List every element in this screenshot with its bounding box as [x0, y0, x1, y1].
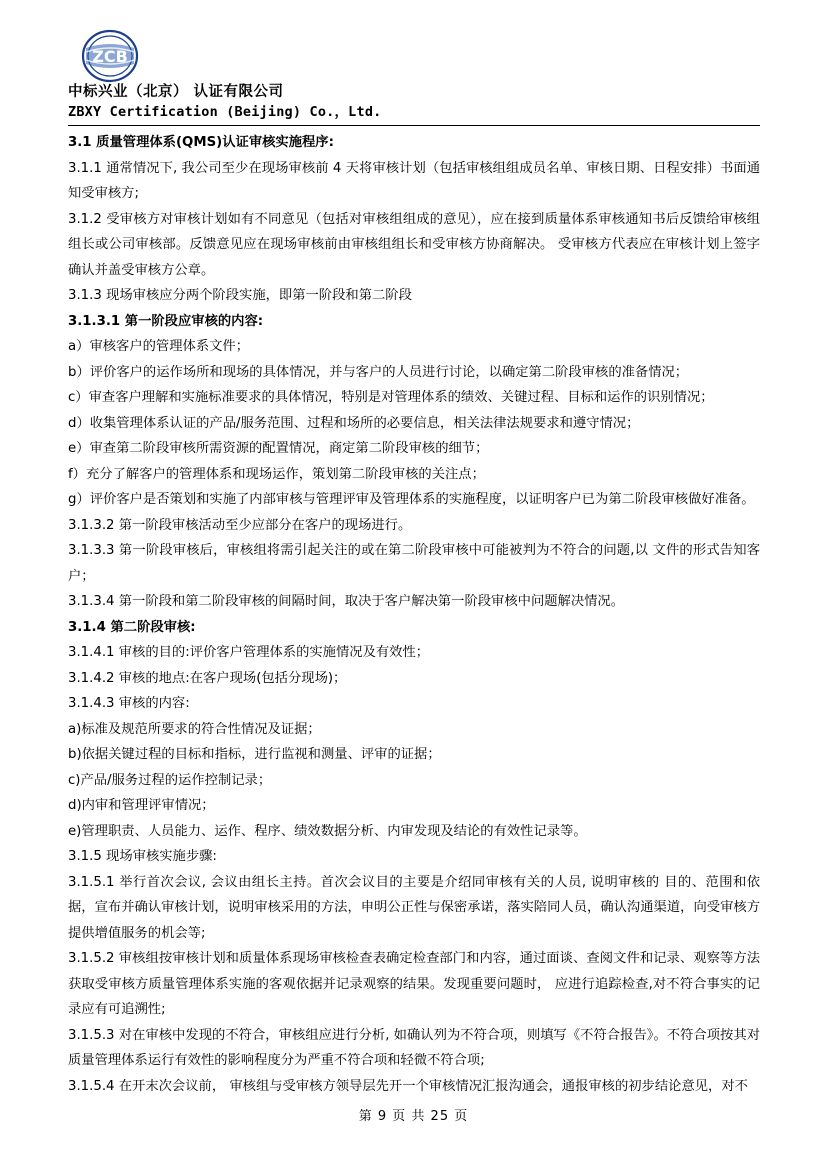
paragraph: a)标准及规范所要求的符合性情况及证据； [68, 721, 321, 737]
paragraph: d)内审和管理评审情况； [68, 798, 215, 813]
paragraph: c）审查客户理解和实施标准要求的具体情况，特别是对管理体系的绩效、关键过程、目标和运作的识别情况； [68, 390, 714, 405]
paragraph: d）收集管理体系认证的产品/服务范围、过程和场所的必要信息，相关法律法规要求和遵守情况； [68, 415, 640, 431]
paragraph: 3.1.2 受审核方对审核计划如有不同意见（包括对审核组组成的意见），应在接到质量体系审核通知书后反馈给审核组组长或公司审核部。反馈意见应在现场审核前由审核组组长和受审核方协商解决。 受审核方代表应在审核计划上签字确认并盖受审核方公章。 [68, 211, 760, 278]
paragraph: 3.1.5.3 对在审核中发现的不符合，审核组应进行分析, 如确认列为不符合项，则填写《不符合报告》。不符合项按其对质量管理体系运行有效性的影响程度分为严重不符合项和轻微不符合项; [68, 1027, 760, 1068]
paragraph: 3.1.5.2 审核组按审核计划和质量体系现场审核检查表确定检查部门和内容，通过面谈、查阅文件和记录、观察等方法获取受审核方质量管理体系实施的客观依据并记录观察的结果。发现重要问题时， 应进行追踪检查,对不符合事实的记录应有可追溯性; [68, 951, 760, 1017]
paragraph: c)产品/服务过程的运作控制记录； [68, 772, 272, 788]
paragraph: e)管理职责、人员能力、运作、程序、绩效数据分析、内审发现及结论的有效性记录等。 [68, 823, 587, 839]
page-footer: 第 9 页 共 25 页 [358, 1109, 469, 1124]
paragraph: b)依据关键过程的目标和指标，进行监视和测量、评审的证据； [68, 747, 441, 762]
paragraph: f）充分了解客户的管理体系和现场运作，策划第二阶段审核的关注点； [68, 466, 485, 482]
paragraph: 3.1.3.3 第一阶段审核后，审核组将需引起关注的或在第二阶段审核中可能被判为不符合的问题,以 文件的形式告知客户； [68, 543, 760, 584]
paragraph: b）评价客户的运作场所和现场的具体情况，并与客户的人员进行讨论，以确定第二阶段审核的准备情况； [68, 364, 689, 380]
organization-name-cn: 中标兴业（北京） 认证有限公司 [68, 84, 284, 100]
svg-text:ZCB: ZCB [92, 47, 128, 66]
paragraph: 3.1.3.2 第一阶段审核活动至少应部分在客户的现场进行。 [68, 517, 412, 533]
paragraph: 3.1.3.1 第一阶段应审核的内容: [68, 313, 264, 329]
document-body [68, 126, 760, 1099]
paragraph: 3.1.4.2 审核的地点:在客户现场(包括分现场)； [68, 670, 347, 686]
paragraph: e）审查第二阶段审核所需资源的配置情况，商定第二阶段审核的细节； [68, 441, 489, 456]
paragraph: 3.1.5.1 举行首次会议, 会议由组长主持。首次会议目的主要是介绍同审核有关的人员, 说明审核的 目的、范围和依据，宣布并确认审核计划，说明审核采用的方法，申明公正性与保密承诺，落实陪同人员，确认沟通渠道，向受审核方提供增值服务的机会等; [68, 874, 760, 941]
paragraph: g）评价客户是否策划和实施了内部审核与管理评审及管理体系的实施程度，以证明客户已为第二阶段审核做好准备。 [68, 492, 755, 507]
paragraph: 3.1.4 第二阶段审核: [68, 619, 196, 635]
document-header [68, 18, 760, 122]
organization-name-en: ZBXY Certification (Beijing) Co.，Ltd. [68, 104, 382, 120]
paragraph: 3.1.3 现场审核应分两个阶段实施，即第一阶段和第二阶段 [68, 288, 412, 303]
company-logo-icon [80, 26, 140, 86]
paragraph: a）审核客户的管理体系文件； [68, 339, 250, 354]
paragraph: 3.1.4.1 审核的目的:评价客户管理体系的实施情况及有效性； [68, 645, 430, 660]
paragraph: 3.1.3.4 第一阶段和第二阶段审核的间隔时间，取决于客户解决第一阶段审核中问题解决情况。 [68, 594, 625, 609]
page-content [68, 18, 760, 1099]
paragraph: 3.1.4.3 审核的内容: [68, 696, 190, 711]
paragraph: 3.1.5 现场审核实施步骤: [68, 849, 217, 864]
paragraph: 3.1.1 通常情况下, 我公司至少在现场审核前 4 天将审核计划（包括审核组组成员名单、审核日期、日程安排）书面通知受审核方; [68, 160, 760, 201]
paragraph: 3.1 质量管理体系(QMS)认证审核实施程序: [68, 135, 334, 150]
paragraph: 3.1.5.4 在开末次会议前， 审核组与受审核方领导层先开一个审核情况汇报沟通会，通报审核的初步结论意见，对不 [68, 1078, 748, 1094]
organization-names [68, 82, 760, 122]
